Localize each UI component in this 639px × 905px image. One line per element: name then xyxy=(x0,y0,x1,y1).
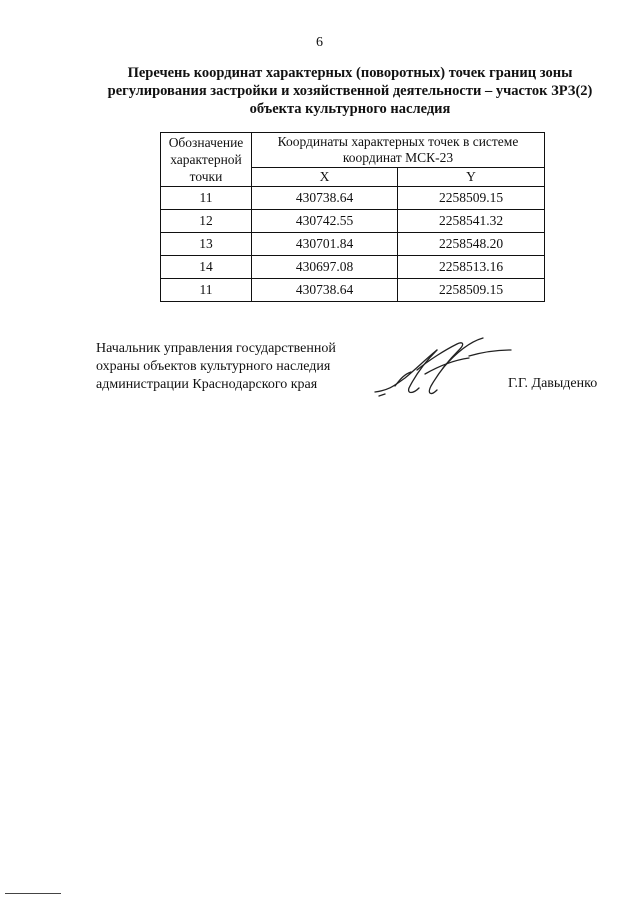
handwritten-signature-icon xyxy=(365,330,515,402)
header-y: Y xyxy=(398,168,545,187)
title-line-3: объекта культурного наследия xyxy=(249,101,451,117)
position-line-2: охраны объектов культурного наследия xyxy=(96,359,331,374)
cell-point: 12 xyxy=(161,210,252,233)
header-coordinates: Координаты характерных точек в системе координат МСК-23 xyxy=(252,133,545,168)
table-row xyxy=(161,187,545,210)
title-line-1: Перечень координат характерных (поворотных) точек границ зоны xyxy=(127,65,573,81)
coordinates-table xyxy=(160,132,545,302)
cell-x: 430738.64 xyxy=(252,187,398,210)
header-point-designation: Обозначение характерной точки xyxy=(161,133,252,187)
cell-y: 2258509.15 xyxy=(398,279,545,302)
page-number: 6 xyxy=(316,35,323,50)
signatory-position xyxy=(96,340,336,394)
cell-y: 2258509.15 xyxy=(398,187,545,210)
cell-y: 2258541.32 xyxy=(398,210,545,233)
header-x: X xyxy=(252,168,398,187)
table-row xyxy=(161,256,545,279)
cell-y: 2258548.20 xyxy=(398,233,545,256)
cell-point: 14 xyxy=(161,256,252,279)
footer-rule xyxy=(5,893,61,894)
table-row xyxy=(161,233,545,256)
cell-x: 430697.08 xyxy=(252,256,398,279)
document-title xyxy=(80,64,620,118)
cell-x: 430738.64 xyxy=(252,279,398,302)
title-line-2: регулирования застройки и хозяйственной деятельности – участок ЗРЗ(2) xyxy=(107,83,593,99)
cell-x: 430742.55 xyxy=(252,210,398,233)
table-row xyxy=(161,279,545,302)
cell-point: 13 xyxy=(161,233,252,256)
cell-x: 430701.84 xyxy=(252,233,398,256)
position-line-1: Начальник управления государственной xyxy=(96,341,336,356)
cell-point: 11 xyxy=(161,279,252,302)
table-row xyxy=(161,210,545,233)
cell-point: 11 xyxy=(161,187,252,210)
cell-y: 2258513.16 xyxy=(398,256,545,279)
signer-name: Г.Г. Давыденко xyxy=(508,376,598,391)
position-line-3: администрации Краснодарского края xyxy=(96,377,318,392)
